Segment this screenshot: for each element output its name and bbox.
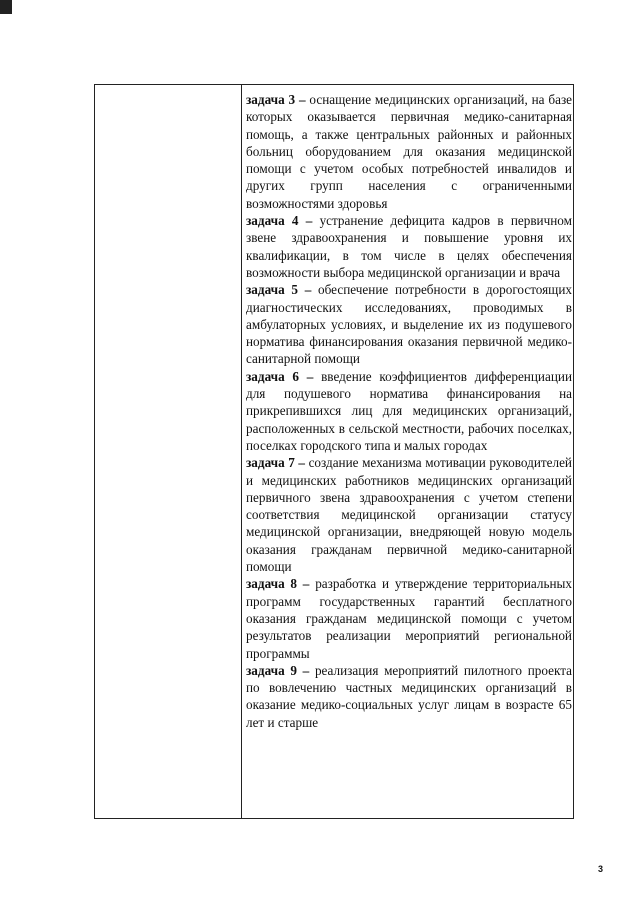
task-text: разработка и утверждение территориальных программ государственных гарантий бесплатного оказания гражданам медицинской помощи с учетом результатов реализации мероприятий региональной программы [246,576,572,661]
task-dash: – [299,368,322,384]
task-dash: – [295,92,310,107]
task-dash: – [298,213,320,229]
task-label: задача 5 [246,282,298,298]
task-text: устранение дефицита кадров в первичном звене здравоохранения и повышение уровня их квалификации, в том числе в целях обеспечения возможности выбора медицинской организации и врача [246,213,572,280]
task-label: задача 6 [246,368,299,384]
task-3 [246,91,572,212]
task-9 [246,662,572,731]
task-7 [246,454,572,575]
task-text: оснащение медицинских организаций, на базе которых оказывается первичная медико-санитарная помощь, а также центральных районных и районных больниц оборудованием для оказания медицинской помощи с учетом особых потребностей инвалидов и других групп населения с ограниченными возможностями здоровья [246,92,573,211]
scan-corner-mark [0,0,12,14]
task-text: введение коэффициентов дифференциации для подушевого норматива финансирования на прикрепившихся лиц для медицинских организаций, расположенных в сельской местности, рабочих поселках, поселках городского типа и малых городах [246,368,572,453]
task-label: задача 9 [246,662,297,678]
tasks-cell [246,91,572,731]
task-dash: – [296,662,315,678]
document-table [94,84,574,819]
column-divider [241,85,242,818]
task-6 [246,368,572,454]
task-dash: – [297,282,319,298]
task-dash: – [297,576,316,592]
task-label: задача 4 [246,213,299,229]
task-text: обеспечение потребности в дорогостоящих диагностических исследованиях, проводимых в амбулаторных условиях, и выделение их из подушевого норматива финансирования оказания первичной медико-санитарной помощи [246,282,572,367]
task-8 [246,575,572,661]
task-4 [246,212,572,281]
task-label: задача 7 [246,455,295,471]
task-text: создание механизма мотивации руководителей и медицинских работников медицинских организаций первичного звена здравоохранения с учетом степени соответствия медицинской организации статусу медицинской организации, внедряющей новую модель оказания гражданам первичной медико-санитарной помощи [246,455,572,575]
task-label: задача 8 [246,576,298,592]
task-5 [246,281,572,367]
task-text: реализация мероприятий пилотного проекта по вовлечению частных медицинских организаций в оказание медико-социальных услуг лицам в возрасте 65 лет и старше [246,662,572,730]
task-dash: – [294,455,309,471]
page-number: 3 [598,864,604,874]
task-label: задача 3 [246,92,296,107]
